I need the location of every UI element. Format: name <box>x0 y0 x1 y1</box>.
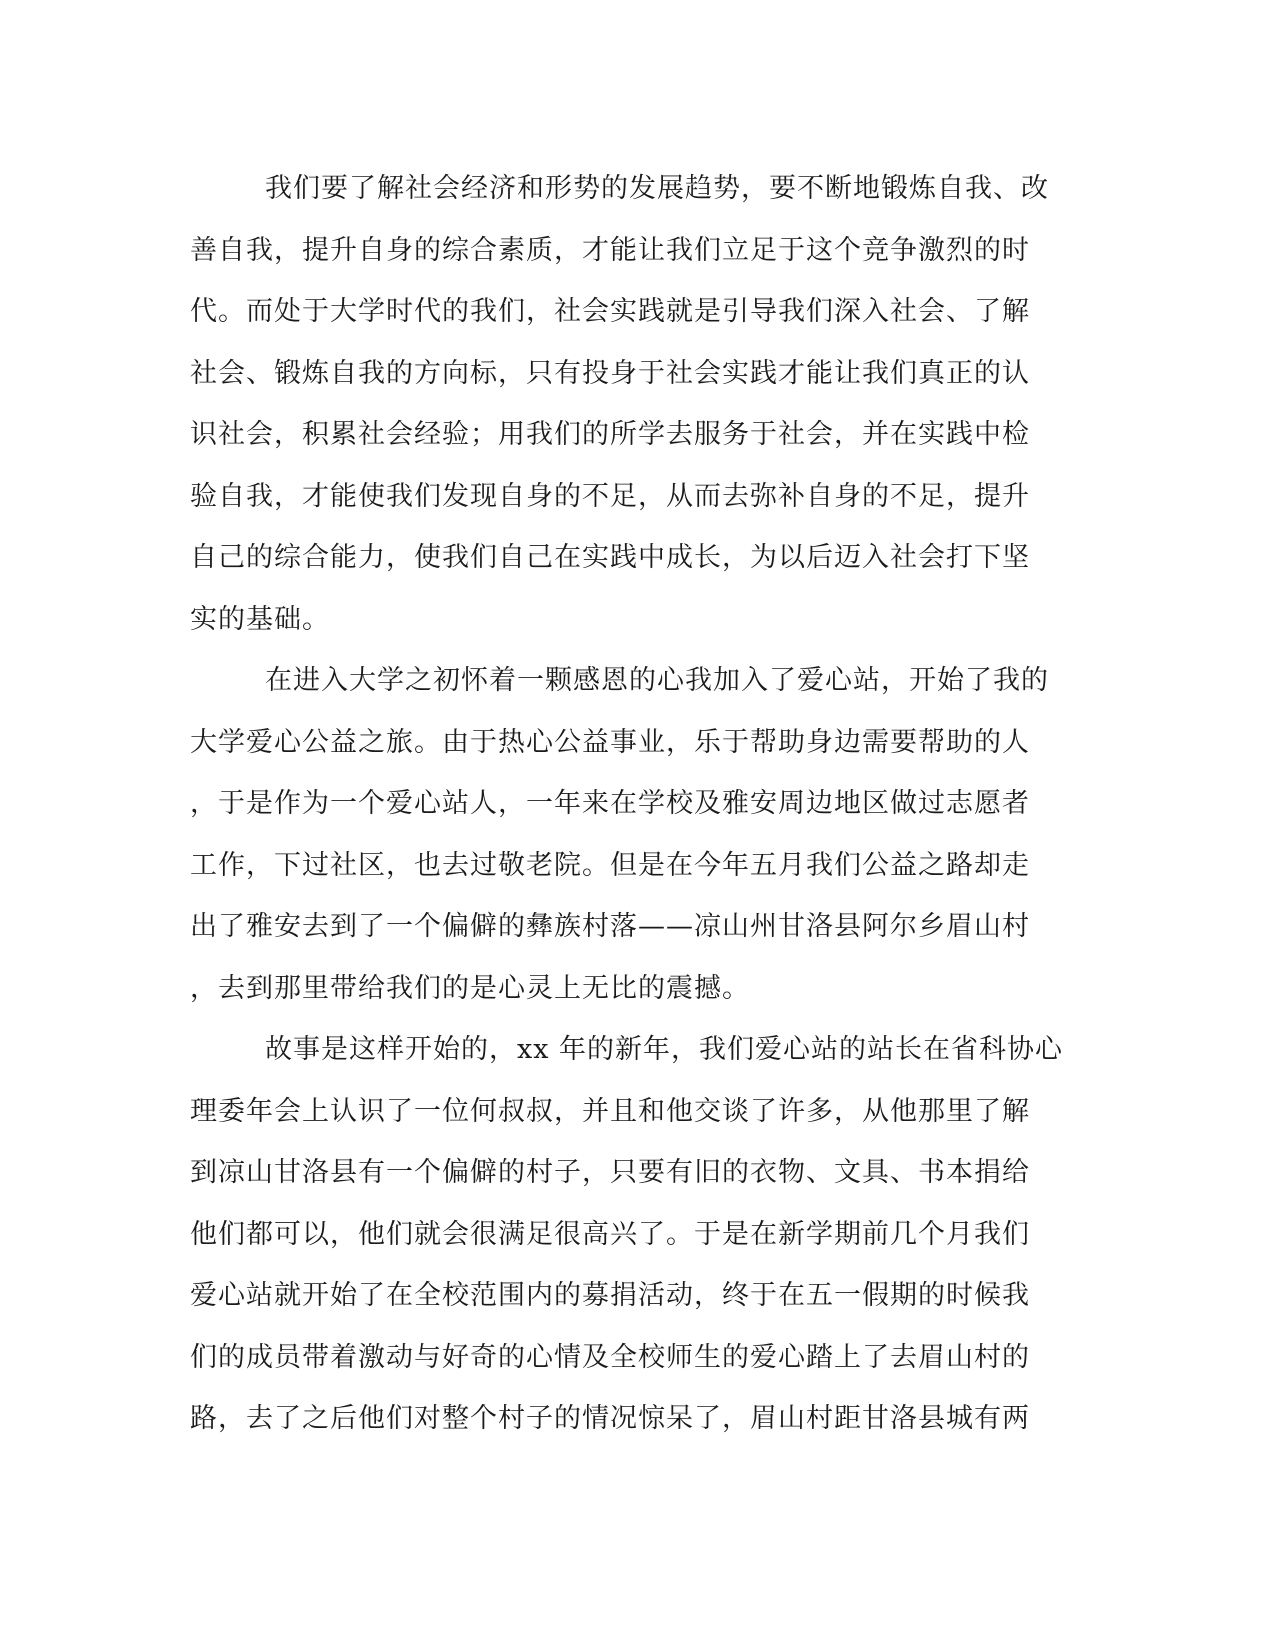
text-line: ，去到那里带给我们的是心灵上无比的震撼。 <box>190 972 750 1004</box>
text-line: 验自我，才能使我们发现自身的不足，从而去弥补自身的不足，提升 <box>190 480 1030 512</box>
text-line: 自己的综合能力，使我们自己在实践中成长，为以后迈入社会打下坚 <box>190 542 1030 573</box>
text-line: 社会、锻炼自我的方向标，只有投身于社会实践才能让我们真正的认 <box>190 357 1030 389</box>
text-line: 他们都可以，他们就会很满足很高兴了。于是在新学期前几个月我们 <box>190 1218 1030 1250</box>
paragraph-2 <box>190 650 1090 1019</box>
text-line: 我们要了解社会经济和形势的发展趋势，要不断地锻炼自我、改 <box>265 173 1049 204</box>
body-text <box>190 158 1090 1450</box>
text-line: 到凉山甘洛县有一个偏僻的村子，只要有旧的衣物、文具、书本捐给 <box>190 1157 1030 1188</box>
paragraph-3 <box>190 1019 1090 1450</box>
text-line: ，于是作为一个爱心站人，一年来在学校及雅安周边地区做过志愿者 <box>190 788 1030 819</box>
text-line: 爱心站就开始了在全校范围内的募捐活动，终于在五一假期的时候我 <box>190 1280 1030 1311</box>
text-line: 识社会，积累社会经验；用我们的所学去服务于社会，并在实践中检 <box>190 419 1030 450</box>
text-line: 路，去了之后他们对整个村子的情况惊呆了，眉山村距甘洛县城有两 <box>190 1403 1030 1434</box>
text-line: 理委年会上认识了一位何叔叔，并且和他交谈了许多，从他那里了解 <box>190 1095 1030 1127</box>
text-line: 善自我，提升自身的综合素质，才能让我们立足于这个竞争激烈的时 <box>190 234 1030 266</box>
text-line: 实的基础。 <box>190 603 330 635</box>
text-line: 故事是这样开始的，xx 年的新年，我们爱心站的站长在省科协心 <box>265 1034 1064 1065</box>
paragraph-1 <box>190 158 1090 650</box>
text-line: 出了雅安去到了一个偏僻的彝族村落——凉山州甘洛县阿尔乡眉山村 <box>190 911 1030 942</box>
text-line: 们的成员带着激动与好奇的心情及全校师生的爱心踏上了去眉山村的 <box>190 1341 1030 1373</box>
text-line: 大学爱心公益之旅。由于热心公益事业，乐于帮助身边需要帮助的人 <box>190 726 1030 758</box>
text-line: 工作，下过社区，也去过敬老院。但是在今年五月我们公益之路却走 <box>190 849 1030 881</box>
text-line: 在进入大学之初怀着一颗感恩的心我加入了爱心站，开始了我的 <box>265 665 1049 696</box>
text-line: 代。而处于大学时代的我们，社会实践就是引导我们深入社会、了解 <box>190 296 1030 327</box>
